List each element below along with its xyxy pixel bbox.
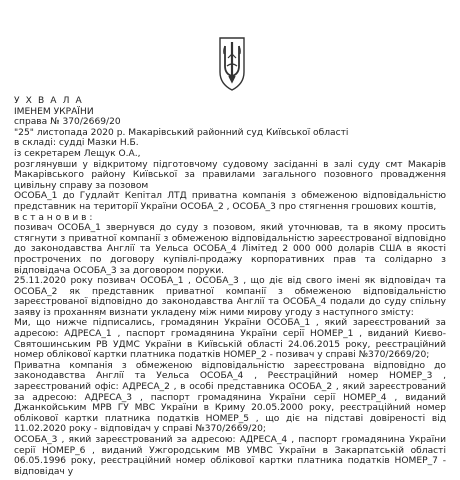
body-paragraph: позивач ОСОБА_1 звернувся до суду з позовом, який уточнював, та в якому просить стягнути з приватної компанії з обмеженою відповідальністю зареєстрованої відповідно до законодавства Англії та Уельса ОСОБА_4 Лімітед 2 000 000 доларів США в якості прострочених по договору купівлі-продажу корпоративних прав та солідарно з відповідача ОСОБА_3 за договором поруки. [14,223,446,276]
body-paragraph: 25.11.2020 року позивач ОСОБА_1 , ОСОБА_3 , що діє від свого імені як відповідач та ОСОБА_2 як представник приватної компанії з обмеженою відповідальністю зареєстрованої відповідно до законодавства Англії та ОСОБА_4 подали до суду спільну заяву із проханням визнати укладену між ними мирову угоду з наступного змісту: [14,276,446,318]
date-and-court: "25" листопада 2020 р. Макарівський районний суд Київської області [14,127,349,138]
document-title: У Х В А Л А [14,96,84,106]
document-subtitle: ІМЕНЕМ УКРАЇНИ [14,106,94,117]
coat-of-arms-trident-icon [218,36,246,92]
claim-paragraph: ОСОБА_1 до Гудлайт Кепітал ЛТД приватна компанія з обмеженою відповідальністю представник на території України ОСОБА_2 , ОСОБА_3 про стягнення грошових коштів, [14,191,446,212]
body-paragraph: Приватна компанія з обмеженою відповідальністю зареєстрована відповідно до законодавства Англії та Уельса ОСОБА_4 , Реєстраційний номер НОМЕР_3 , зареєстрований офіс: АДРЕСА_2 , в особі представника ОСОБА_2 , який зареєстрований за адресою: АДРЕСА_3 , паспорт громадянина України серії НОМЕР_4 , виданий Джанкойським МРВ ГУ МВС України в Криму 20.05.2000 року, реєстраційний номер облікової картки платника податків НОМЕР_5 , що діє на підставі довіреності від 11.02.2020 року - відповідач у справі №370/2669/20; [14,360,446,435]
established-heading: в с т а н о в и в : [14,212,93,223]
body-paragraph: Ми, що нижче підписались, громадянин України ОСОБА_1 , який зареєстрований за адресою: АДРЕСА_1 , паспорт громадянина України серії НОМЕР_1 , виданий Києво-Святошинським РВ УДМС України в Київській області 24.06.2015 року, реєстраційний номер облікової картки платника податків НОМЕР_2 - позивач у справі №370/2669/20; [14,318,446,361]
ruling-text [14,96,446,477]
case-number: справа № 370/2669/20 [14,117,121,128]
court-composition: в складі: судді Мазки Н.Б. [14,138,139,149]
court-secretary: із секретарем Лещук О.А., [14,148,141,159]
body-paragraph: ОСОБА_3 , який зареєстрований за адресою: АДРЕСА_4 , паспорт громадянина України серії НОМЕР_6 , виданий Ужгородським МВ УМВС України в Закарпатській області 06.05.1996 року, реєстраційний номер облікової картки платника податків НОМЕР_7 - відповідач у [14,435,446,477]
consideration-paragraph: розглянувши у відкритому підготовчому судовому засіданні в залі суду смт Макарів Макарівського району Київської за правилами загального позовного провадження цивільну справу за позовом [14,159,446,191]
